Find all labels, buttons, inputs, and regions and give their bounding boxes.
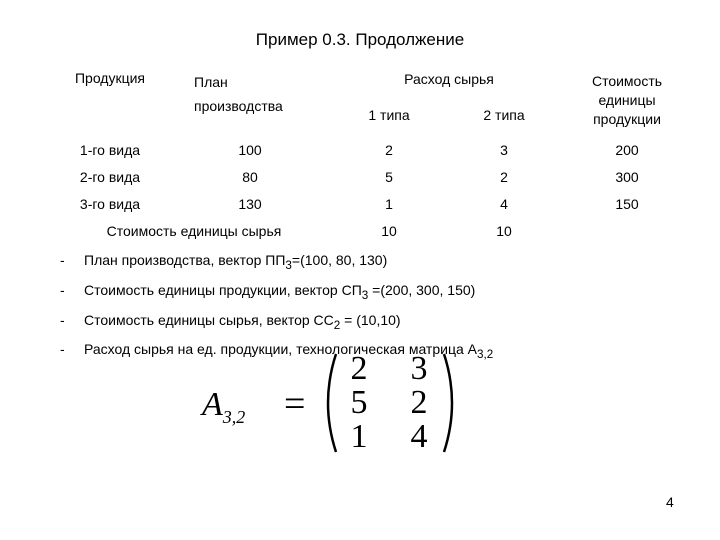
list-text-value: =(100, 80, 130) [291,252,388,268]
footer-type2: 10 [496,222,512,239]
table-row-footer [54,217,690,244]
row-type2: 3 [500,141,508,158]
list-text [84,278,475,308]
row-cost: 200 [615,141,639,158]
row-type1: 2 [385,141,393,158]
list-item [60,308,493,338]
header-plan-line1: План [194,74,228,90]
header-plan-line2: производства [194,98,283,114]
matrix-subscript: 3,2 [222,406,246,427]
list-dash: - [60,311,65,328]
row-type1: 1 [385,195,393,212]
row-product: 2-го вида [79,168,141,185]
list-text-main: План производства, вектор ПП [84,252,286,268]
list-text [84,248,387,278]
header-cost-line2: единицы [598,91,656,108]
header-plan [166,64,334,136]
list-text-value: =(200, 300, 150) [368,281,476,298]
header-type2: 2 типа [483,107,525,124]
list-subscript: 3,2 [476,348,494,362]
row-plan: 130 [238,195,262,212]
table-row [54,163,690,190]
matrix-label [202,386,245,428]
list-text-main: Расход сырья на ед. продукции, технологическая матрица А [84,341,477,358]
list-subscript: 3 [285,258,292,272]
header-consumption: Расход сырья [404,71,494,88]
row-cost: 150 [615,195,639,212]
table-row [54,136,690,163]
matrix-cell: 2 [350,350,368,387]
list-subscript: 3 [361,288,369,302]
row-type2: 4 [500,195,508,212]
list-text-value: = (10,10) [340,311,401,328]
list-item [60,248,493,278]
equals-sign: = [284,383,306,425]
row-type2: 2 [500,168,508,185]
header-cost-line3: продукции [593,110,661,127]
matrix-cell: 4 [410,418,428,455]
matrix-cell: 2 [410,384,428,421]
row-plan: 100 [238,141,262,158]
row-plan: 80 [242,168,258,185]
row-cost: 300 [615,168,639,185]
list-dash: - [60,281,65,298]
list-text [84,308,401,338]
row-product: 1-го вида [79,141,141,158]
matrix-cell: 1 [350,418,368,455]
table-row [54,190,690,217]
list-dash: - [60,252,65,268]
list-dash: - [60,341,65,358]
list-subscript: 2 [333,318,341,332]
footer-type1: 10 [381,222,397,239]
row-product: 3-го вида [79,195,141,212]
matrix-brackets [322,352,458,454]
slide-title: Пример 0.3. Продолжение [255,30,465,49]
header-cost-line1: Стоимость [591,72,663,89]
header-cost [564,64,690,136]
matrix-cell: 3 [410,350,428,387]
matrix [322,352,458,454]
header-type1: 1 типа [368,107,410,124]
data-table [54,64,690,244]
page-number: 4 [666,494,674,510]
matrix-symbol: A [202,386,223,423]
list-text-main: Стоимость единицы сырья, вектор СС [84,311,334,328]
footer-label: Стоимость единицы сырья [106,222,282,239]
header-product: Продукция [74,70,146,86]
list-text-main: Стоимость единицы продукции, вектор СП [84,281,362,298]
matrix-cell: 5 [350,384,368,421]
row-type1: 5 [385,168,393,185]
list-item [60,278,493,308]
